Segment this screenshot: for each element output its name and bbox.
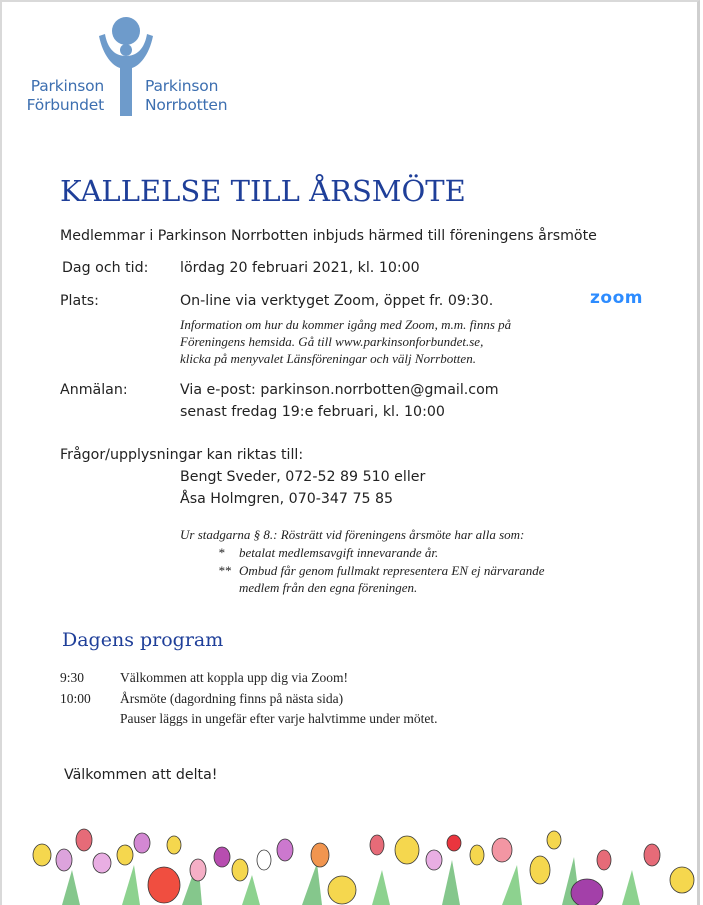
- statutes-marker: **: [218, 563, 231, 578]
- place-info-line: Information om hur du kommer igång med Zoom, m.m. finns på: [180, 317, 512, 332]
- contact-person: Bengt Sveder, 072-52 89 510 eller: [180, 469, 426, 485]
- logo-right-text: [145, 77, 227, 115]
- statutes-item: Ombud får genom fullmakt representera EN ej närvarande: [239, 563, 545, 578]
- place-info-line: klicka på menyvalet Länsföreningar och välj Norrbotten.: [180, 351, 476, 366]
- statutes-heading: Ur stadgarna § 8.: Rösträtt vid föreningens årsmöte har alla som:: [180, 527, 525, 542]
- place-info-line: Föreningens hemsida. Gå till www.parkinsonforbundet.se,: [180, 334, 484, 349]
- place-info: [180, 316, 511, 367]
- signup-email[interactable]: Via e-post: parkinson.norrbotten@gmail.com: [180, 382, 499, 398]
- program-time: 9:30: [60, 670, 85, 685]
- statutes-item: betalat medlemsavgift innevarande år.: [239, 545, 439, 560]
- contact-heading: Frågor/upplysningar kan riktas till:: [60, 447, 304, 463]
- statutes-item-cont: medlem från den egna föreningen.: [239, 580, 418, 595]
- logo-right-line1: Parkinson: [145, 77, 219, 95]
- program-time: 10:00: [60, 691, 91, 706]
- logo-left-line1: Parkinson: [30, 77, 104, 95]
- closing-text: Välkommen att delta!: [64, 767, 218, 783]
- intro-text: Medlemmar i Parkinson Norrbotten inbjuds härmed till föreningens årsmöte: [60, 228, 597, 244]
- statutes-marker: *: [218, 545, 225, 560]
- program-item: Årsmöte (dagordning finns på nästa sida): [120, 691, 344, 706]
- logo-left-text: [26, 77, 104, 115]
- date-value: lördag 20 februari 2021, kl. 10:00: [180, 260, 420, 276]
- logo-right-line2: Norrbotten: [145, 96, 228, 114]
- signup-deadline: senast fredag 19:e februari, kl. 10:00: [180, 404, 445, 420]
- program-item: Välkommen att koppla upp dig via Zoom!: [120, 670, 348, 685]
- logo-left-line2: Förbundet: [26, 96, 104, 114]
- place-label: Plats:: [60, 293, 99, 309]
- zoom-logo-icon: zoom: [590, 288, 643, 308]
- place-value: On-line via verktyget Zoom, öppet fr. 09:30.: [180, 293, 494, 309]
- tulip-flower-illustration: [2, 815, 702, 905]
- contact-person: Åsa Holmgren, 070-347 75 85: [180, 491, 394, 507]
- program-heading: Dagens program: [62, 629, 224, 651]
- program-item: Pauser läggs in ungefär efter varje halvtimme under mötet.: [120, 711, 438, 726]
- page-title: KALLELSE TILL ÅRSMÖTE: [60, 174, 466, 208]
- signup-label: Anmälan:: [60, 382, 128, 398]
- date-label: Dag och tid:: [62, 260, 149, 276]
